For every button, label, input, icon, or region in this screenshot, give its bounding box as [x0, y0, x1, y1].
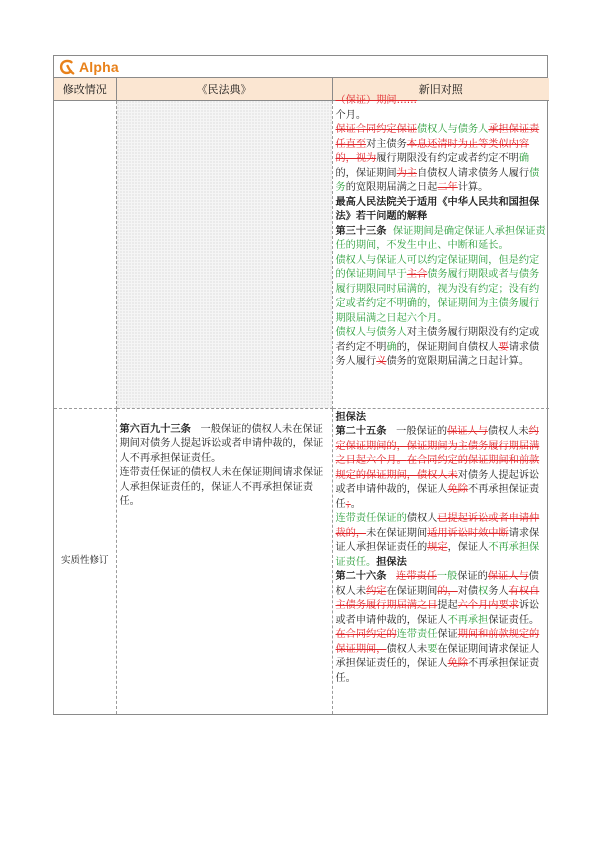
comparison-table [54, 78, 549, 714]
paragraph: 第二十六条 连带责任一般保证的保证人与债权人未约定在保证期间的，对债权务人有权自主债务履行期届满之日提起六个月内要求诉讼或者申请仲裁的，保证人不再承担保证责任。 [335, 571, 540, 626]
brand-bar [54, 56, 547, 78]
cut-off-line: （保证）期间…… [335, 94, 417, 106]
law-title: 担保法 [335, 411, 367, 423]
header-civil-code: 《民法典》 [116, 78, 332, 100]
paragraph: 个月。 [335, 109, 367, 121]
paragraph: 债权人与债务人对主债务履行期限没有约定或者约定不明确的，保证期间自债权人要请求债务人履行义债务的宽限期届满之日起计算。 [335, 327, 540, 367]
table-row [54, 100, 549, 408]
paragraph: 第三十三条 保证期间是确定保证人承担保证责任的期间，不发生中止、中断和延长。 [335, 225, 546, 251]
document-table [53, 55, 548, 715]
header-row [54, 78, 549, 100]
paragraph: 在合同约定的连带责任保证期间和前款规定的保证期间，债权人未要在保证期间请求保证人承担保证责任的，保证人免除不再承担保证责任。 [335, 629, 540, 684]
table-row [54, 408, 549, 714]
civil-code-cell [116, 100, 332, 408]
comparison-cell [332, 408, 549, 714]
paragraph: 连带责任保证的债权人已提起诉讼或者申请仲裁的，未在保证期间适用诉讼时效中断请求保证人承担保证责任的规定，保证人不再承担保证责任。担保法 [335, 513, 540, 568]
paragraph: 第二十五条 一般保证的保证人与债权人未约定保证期间的，保证期间为主债务履行期届满之日起六个月。在合同约定的保证期间和前款规定的保证期间，债权人未对债务人提起诉讼或者申请仲裁的，保证人免除不再承担保证责任；。 [335, 426, 540, 510]
paragraph: 债权人与保证人可以约定保证期间，但是约定的保证期间早于主合债务履行期限或者与债务履行期限同时届满的，视为没有约定；没有约定或者约定不明确的，保证期间为主债务履行期限届满之日起六个月。 [335, 254, 540, 324]
judicial-interpretation-title: 最高人民法院关于适用《中华人民共和国担保法》若干问题的解释 [335, 196, 540, 222]
alpha-logo-icon [59, 59, 75, 75]
paragraph: 第六百九十三条 一般保证的债权人未在保证期间对债务人提起诉讼或者申请仲裁的，保证人不再承担保证责任。 [119, 423, 324, 464]
civil-code-cell [116, 408, 332, 714]
comparison-cell [332, 94, 549, 408]
status-cell [54, 100, 116, 408]
brand-name: Alpha [79, 58, 119, 75]
status-cell: 实质性修订 [54, 408, 116, 714]
paragraph: 保证合同约定保证债权人与债务人承担保证责任直至对主债务本息还清时为止等类似内容的，视为履行期限没有约定或者约定不明确的，保证期间为主自债权人请求债务人履行债务的宽限期届满之日起二年计算。 [335, 124, 540, 193]
paragraph: 连带责任保证的债权人未在保证期间请求保证人承担保证责任的，保证人不再承担保证责任。 [119, 467, 324, 507]
header-comparison: 新旧对照 [332, 78, 549, 100]
header-status: 修改情况 [54, 78, 116, 100]
